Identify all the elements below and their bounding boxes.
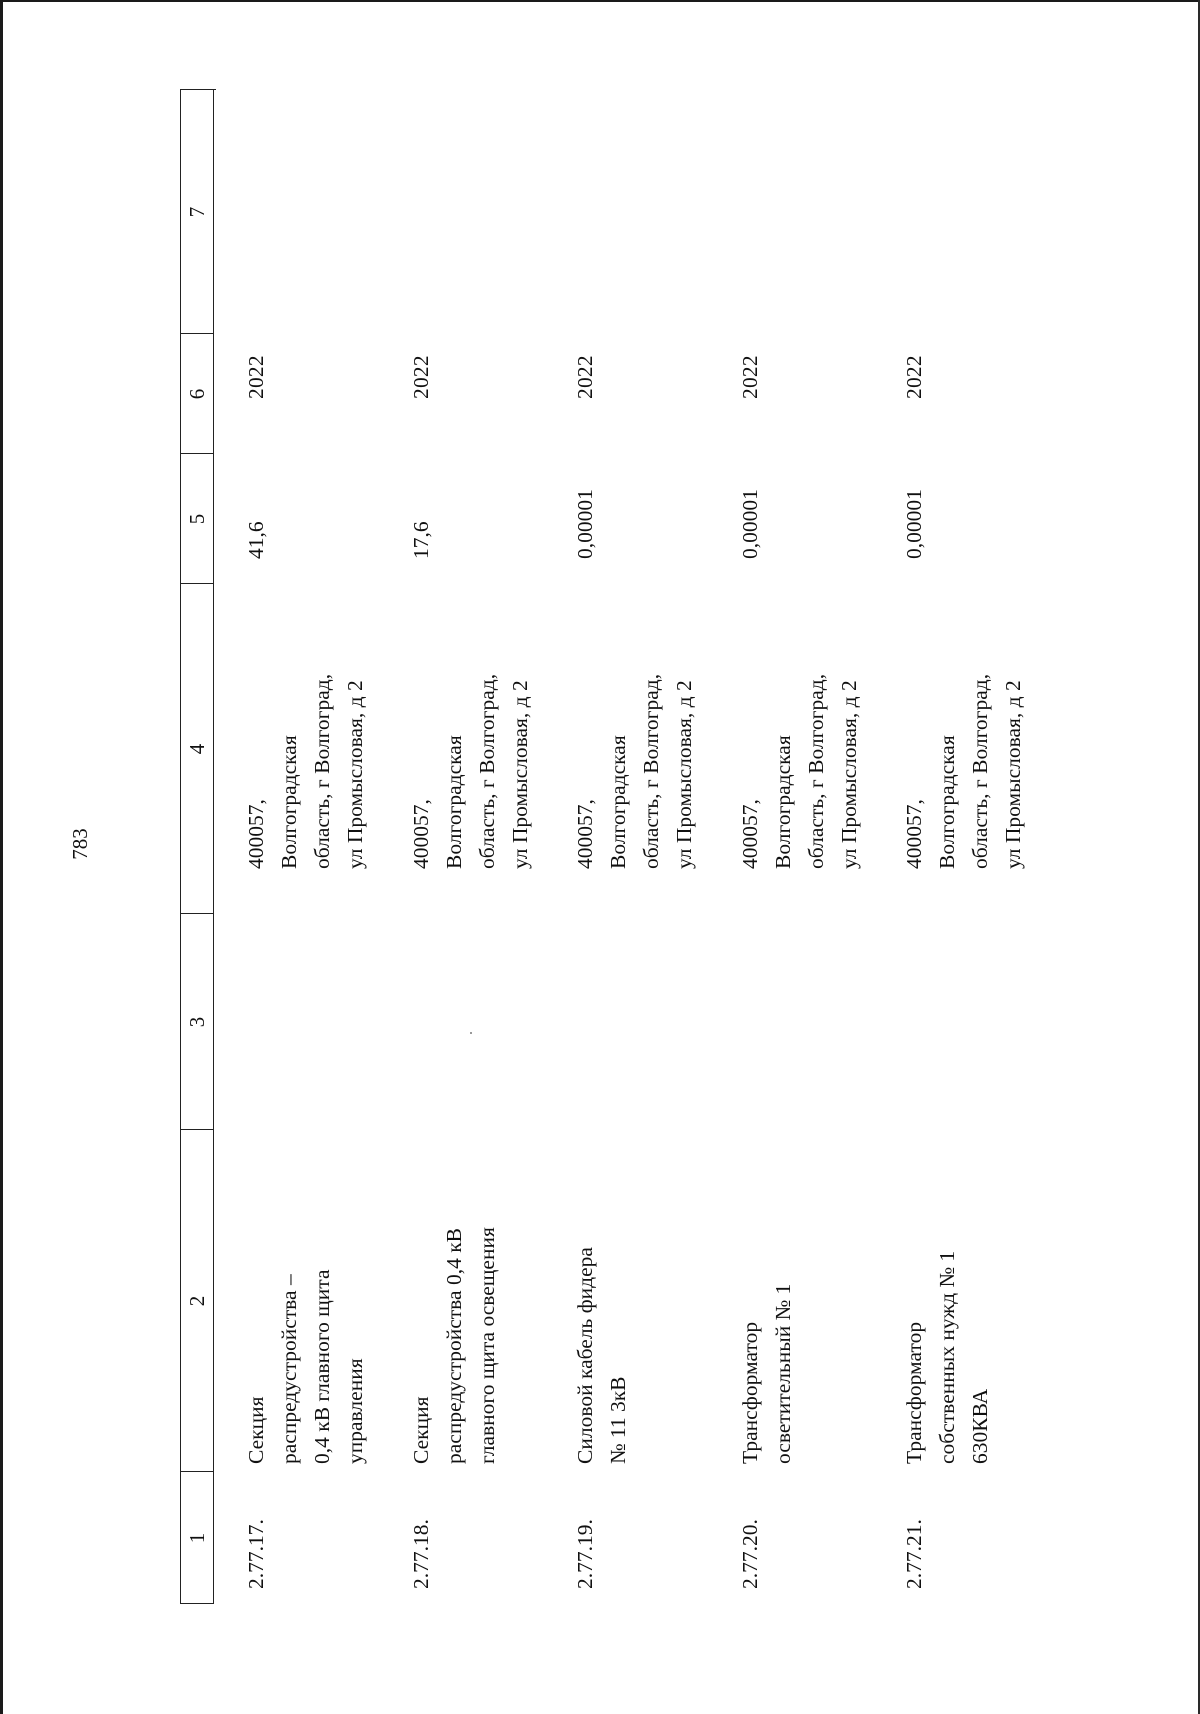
row-address-line: ул Промысловая, д 2	[343, 680, 367, 869]
scan-speck	[470, 1032, 472, 1034]
row-name-line: Силовой кабель фидера	[573, 1247, 597, 1464]
row-name-line: осветительный № 1	[771, 1283, 795, 1464]
row-address-line: 400057,	[738, 799, 762, 869]
column-number-7: 7	[185, 206, 209, 218]
row-name-line: распредустройства –	[277, 1274, 301, 1464]
row-name-line: собственных нужд № 1	[935, 1250, 959, 1464]
row-year: 2022	[409, 355, 433, 399]
row-name-line: Секция	[244, 1396, 268, 1464]
row-name-line: распредустройства 0,4 кВ	[442, 1227, 466, 1464]
row-address-line: область, г Волгоград,	[804, 673, 828, 869]
row-name-line: Трансформатор	[738, 1321, 762, 1464]
row-name-line: главного щита освещения	[475, 1227, 499, 1464]
row-name-line: № 11 3кВ	[606, 1376, 630, 1464]
column-number-2: 2	[185, 1295, 209, 1307]
row-year: 2022	[902, 355, 926, 399]
row-year: 2022	[738, 355, 762, 399]
row-address-line: область, г Волгоград,	[310, 673, 334, 869]
row-value: 0,00001	[902, 489, 926, 559]
row-name-line: Секция	[409, 1396, 433, 1464]
row-address-line: область, г Волгоград,	[475, 673, 499, 869]
row-name-line: 0,4 кВ главного щита	[310, 1269, 334, 1464]
row-address-line: Волгоградская	[442, 735, 466, 869]
row-year: 2022	[573, 355, 597, 399]
page-number: 783	[68, 828, 92, 860]
column-number-3: 3	[185, 1016, 209, 1028]
row-value: 41,6	[244, 521, 268, 559]
row-address-line: область, г Волгоград,	[968, 673, 992, 869]
row-address-line: 400057,	[902, 799, 926, 869]
column-number-5: 5	[185, 513, 209, 525]
row-number: 2.77.17.	[244, 1519, 268, 1589]
row-address-line: область, г Волгоград,	[639, 673, 663, 869]
row-address-line: ул Промысловая, д 2	[1001, 680, 1025, 869]
row-address-line: Волгоградская	[771, 735, 795, 869]
row-year: 2022	[244, 355, 268, 399]
row-number: 2.77.19.	[573, 1519, 597, 1589]
column-number-4: 4	[185, 743, 209, 755]
row-value: 17,6	[409, 521, 433, 559]
row-address-line: Волгоградская	[606, 735, 630, 869]
row-address-line: ул Промысловая, д 2	[837, 680, 861, 869]
row-address-line: Волгоградская	[935, 735, 959, 869]
row-address-line: Волгоградская	[277, 735, 301, 869]
column-number-1: 1	[185, 1532, 209, 1544]
row-number: 2.77.20.	[738, 1519, 762, 1589]
row-name-line: Трансформатор	[902, 1321, 926, 1464]
row-address-line: 400057,	[244, 799, 268, 869]
column-number-6: 6	[185, 388, 209, 400]
row-value: 0,00001	[738, 489, 762, 559]
row-address-line: 400057,	[573, 799, 597, 869]
row-address-line: 400057,	[409, 799, 433, 869]
header-top-border	[180, 90, 181, 1604]
row-address-line: ул Промысловая, д 2	[672, 680, 696, 869]
row-address-line: ул Промысловая, д 2	[508, 680, 532, 869]
row-number: 2.77.21.	[902, 1519, 926, 1589]
row-name-line: 630КВА	[968, 1388, 992, 1464]
row-value: 0,00001	[573, 489, 597, 559]
row-number: 2.77.18.	[409, 1519, 433, 1589]
header-bottom-border	[213, 90, 214, 1604]
row-name-line: управления	[343, 1358, 367, 1464]
